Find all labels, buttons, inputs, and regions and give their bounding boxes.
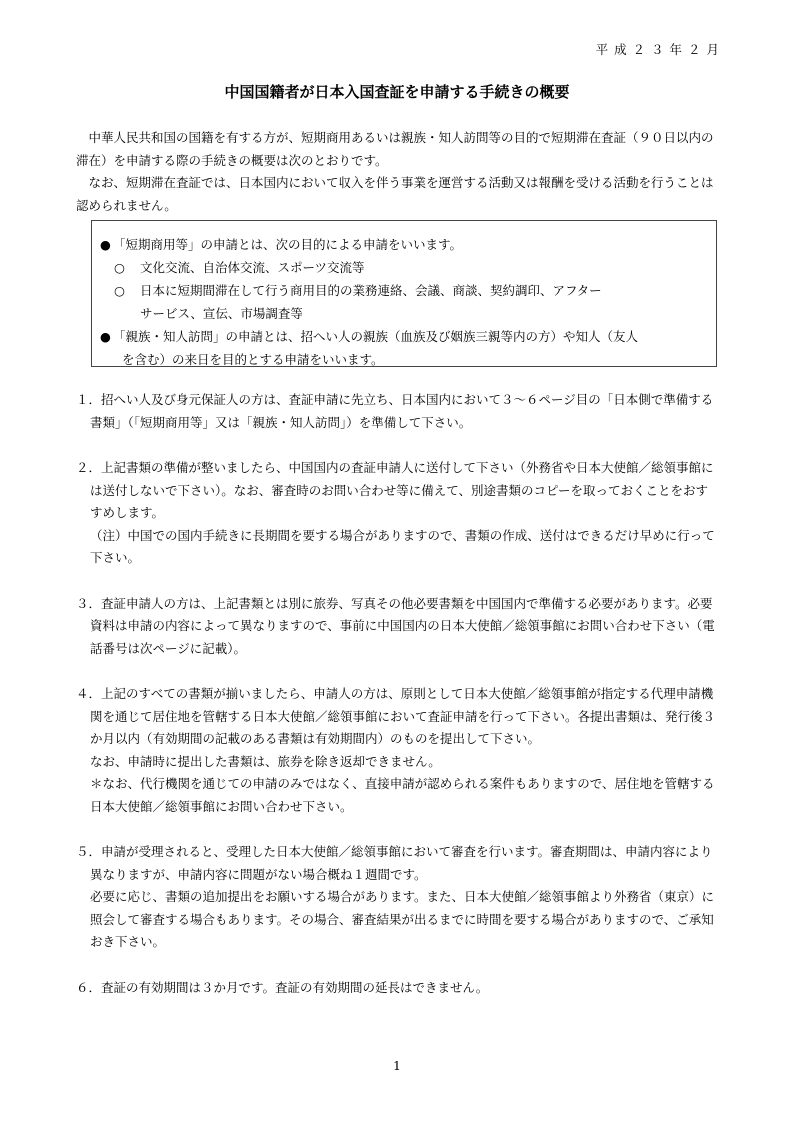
- page-number: 1: [393, 1058, 401, 1073]
- box-item: [100, 233, 708, 256]
- section-note: なお、申請時に提出した書類は、旅券を除き返却できません。: [90, 753, 441, 769]
- document-title: 中国国籍者が日本入国査証を申請する手続きの概要: [224, 83, 570, 101]
- section-note: ＊なお、代行機関を通じての申請のみではなく、直接申請が認められる案件もありますので、居住地を管轄する日本大使館／総領事館にお問い合わせ下さい。: [90, 776, 715, 814]
- section-1: [76, 389, 720, 434]
- box-subitem-text: 文化交流、自治体交流、スポーツ交流等: [140, 260, 365, 275]
- box-item: [100, 325, 708, 348]
- bullet-icon: ●: [100, 237, 111, 252]
- box-subitem: [100, 256, 708, 279]
- section-text: ５．申請が受理されると、受理した日本大使館／総領事館において審査を行います。審査期間は、申請内容により異なりますが、申請内容に問題がない場合概ね１週間です。: [76, 844, 713, 882]
- box-subitem-continuation: サービス、宣伝、市場調査等: [140, 306, 303, 321]
- document-date: 平 成 ２ ３ 年 ２ 月: [595, 42, 720, 57]
- section-text: ６．査証の有効期間は３か月です。査証の有効期間の延長はできません。: [76, 979, 489, 995]
- section-6: [76, 977, 720, 1000]
- section-text: ２．上記書類の準備が整いましたら、中国国内の査証申請人に送付して下さい（外務省や日本大使館／総領事館には送付しないで下さい）。なお、審査時のお問い合わせ等に備えて、別途書類のコピーを取っておくことをおすすめします。: [76, 460, 714, 520]
- section-5: [76, 841, 720, 954]
- bullet-icon: ●: [100, 329, 111, 344]
- section-note: （注）中国での国内手続きに長期間を要する場合がありますので、書類の作成、送付はできるだけ早めに行って下さい。: [90, 527, 715, 565]
- intro-paragraph: なお、短期滞在査証では、日本国内において収入を伴う事業を運営する活動又は報酬を受ける活動を行うことは認められません。: [76, 175, 714, 213]
- section-text: ３．査証申請人の方は、上記書類とは別に旅券、写真その他必要書類を中国国内で準備する必要があります。必要資料は申請の内容によって異なりますので、事前に中国国内の日本大使館／総領事館にお問い合わせ下さい（電話番号は次ページに記載）。: [76, 595, 715, 656]
- definition-box: [91, 220, 717, 367]
- section-2: [76, 457, 720, 570]
- box-subitem: [100, 279, 708, 302]
- box-subitem-text: 日本に短期間滞在して行う商用目的の業務連絡、会議、商談、契約調印、アフター: [140, 283, 602, 298]
- procedure-sections: [76, 389, 720, 1022]
- circle-icon: ○: [114, 260, 125, 275]
- box-item-continuation: を含む）の来日を目的とする申請をいいます。: [122, 352, 384, 367]
- section-4: [76, 683, 720, 818]
- intro-paragraph: 中華人民共和国の国籍を有する方が、短期商用あるいは親族・知人訪問等の目的で短期滞在査証（９０日以内の滞在）を申請する際の手続きの概要は次のとおりです。: [76, 130, 714, 168]
- box-item-text: 「短期商用等」の申請とは、次の目的による申請をいいます。: [113, 237, 463, 252]
- section-note: 必要に応じ、書類の追加提出をお願いする場合があります。また、日本大使館／総領事館より外務省（東京）に照会して審査する場合もあります。その場合、審査結果が出るまでに時間を要する場合がありますので、ご承知おき下さい。: [90, 889, 715, 949]
- box-item-text: 「親族・知人訪問」の申請とは、招へい人の親族（血族及び姻族三親等内の方）や知人（友人: [113, 329, 639, 344]
- intro: [76, 127, 720, 217]
- section-text: １．招へい人及び身元保証人の方は、査証申請に先立ち、日本国内において３～６ページ目の「日本側で準備する書類」（「短期商用等」又は「親族・知人訪問」）を準備して下さい。: [76, 392, 714, 430]
- section-3: [76, 593, 720, 661]
- circle-icon: ○: [114, 283, 125, 298]
- section-text: ４．上記のすべての書類が揃いましたら、申請人の方は、原則として日本大使館／総領事館が指定する代理申請機関を通じて居住地を管轄する日本大使館／総領事館において査証申請を行って下さい。各提出書類は、発行後３か月以内（有効期間の記載のある書類は有効期間内）のものを提出して下さい。: [76, 686, 716, 746]
